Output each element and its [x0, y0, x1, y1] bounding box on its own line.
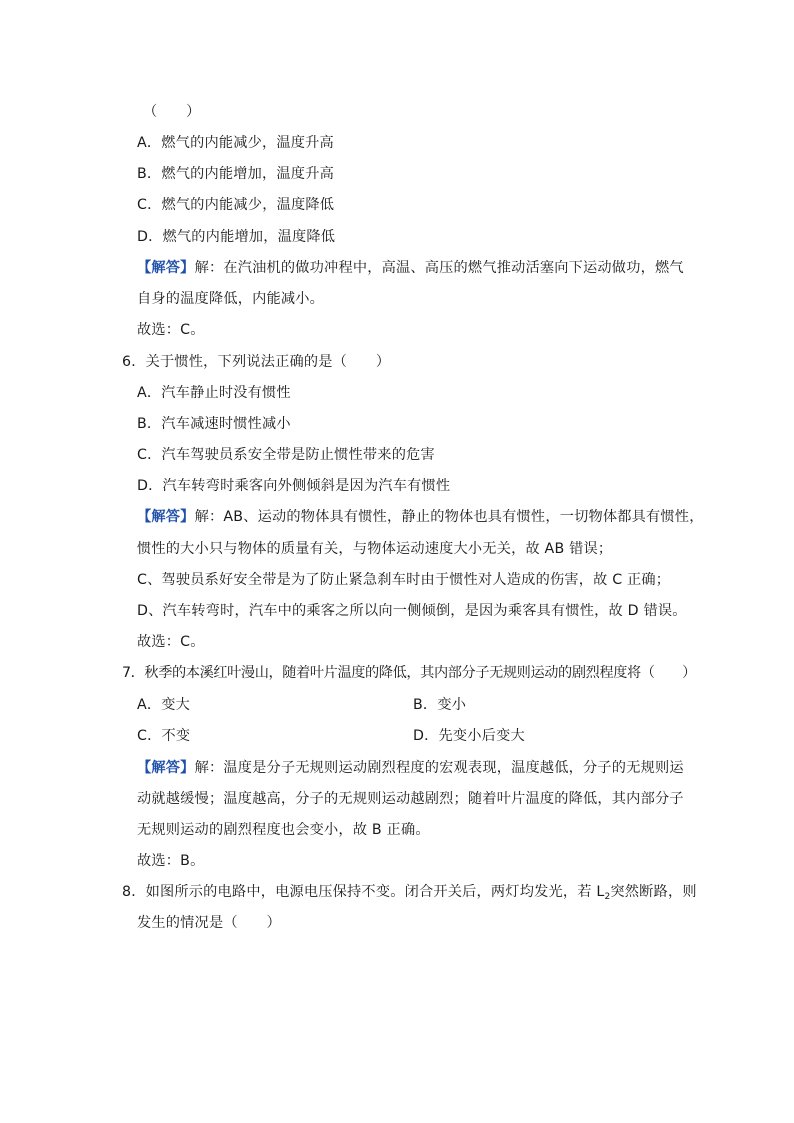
- q5-answer-line-2: 自身的温度降低，内能减小。: [137, 291, 325, 307]
- answer-tag: 【解答】: [137, 260, 195, 276]
- q6-option-a: A．汽车静止时没有惯性: [137, 385, 291, 401]
- q7-option-a: A．变大: [137, 697, 191, 713]
- q7-choice: 故选：B。: [137, 853, 205, 869]
- q6-stem: 6．关于惯性，下列说法正确的是（ ）: [122, 354, 391, 370]
- q6-option-b: B．汽车减速时惯性减小: [137, 416, 291, 432]
- q6-option-d: D．汽车转弯时乘客向外侧倾斜是因为汽车有惯性: [137, 478, 451, 494]
- q6-answer-line-4: D、汽车转弯时，汽车中的乘客之所以向一侧倾倒，是因为乘客具有惯性，故 D 错误。: [137, 603, 687, 619]
- q6-answer-line-2: 惯性的大小只与物体的质量有关，与物体运动速度大小无关，故 AB 错误；: [137, 541, 613, 557]
- q7-stem: 7．秋季的本溪红叶漫山，随着叶片温度的降低，其内部分子无规则运动的剧烈程度将（ ）: [122, 665, 696, 681]
- q5-option-d: D．燃气的内能增加，温度降低: [137, 229, 336, 245]
- q7-option-b: B．变小: [413, 697, 467, 713]
- q5-answer-line-1: 【解答】解：在汽油机的做功冲程中，高温、高压的燃气推动活塞向下运动做功，燃气: [137, 260, 684, 276]
- q5-option-a: A．燃气的内能减少，温度升高: [137, 135, 334, 151]
- q6-answer-line-3: C、驾驶员系好安全带是为了防止紧急刹车时由于惯性对人造成的伤害，故 C 正确；: [137, 572, 671, 588]
- q7-option-c: C．不变: [137, 728, 191, 744]
- answer-tag: 【解答】: [137, 509, 195, 525]
- answer-tag: 【解答】: [137, 760, 195, 776]
- q6-answer-line-1: 【解答】解：AB、运动的物体具有惯性，静止的物体也具有惯性，一切物体都具有惯性，: [137, 509, 704, 525]
- q8-stem-line-1: 8．如图所示的电路中，电源电压保持不变。闭合开关后，两灯均发光，若 $L_2$突然断路，则: [122, 884, 697, 902]
- q7-answer-line-2: 动就越缓慢；温度越高，分子的无规则运动越剧烈；随着叶片温度的降低，其内部分子: [137, 791, 684, 807]
- q7-answer-line-1: 【解答】解：温度是分子无规则运动剧烈程度的宏观表现，温度越低，分子的无规则运: [137, 760, 684, 776]
- q8-stem-line-2: 发生的情况是（ ）: [137, 915, 281, 931]
- q6-option-c: C．汽车驾驶员系安全带是防止惯性带来的危害: [137, 447, 435, 463]
- q5-option-b: B．燃气的内能增加，温度升高: [137, 166, 334, 182]
- q5-option-c: C．燃气的内能减少，温度降低: [137, 197, 335, 213]
- q5-blank: （ ）: [143, 104, 201, 120]
- q6-choice: 故选：C。: [137, 634, 205, 650]
- q7-answer-line-3: 无规则运动的剧烈程度也会变小，故 B 正确。: [137, 822, 430, 838]
- q5-choice: 故选：C。: [137, 322, 205, 338]
- q7-option-d: D．先变小后变大: [413, 728, 525, 744]
